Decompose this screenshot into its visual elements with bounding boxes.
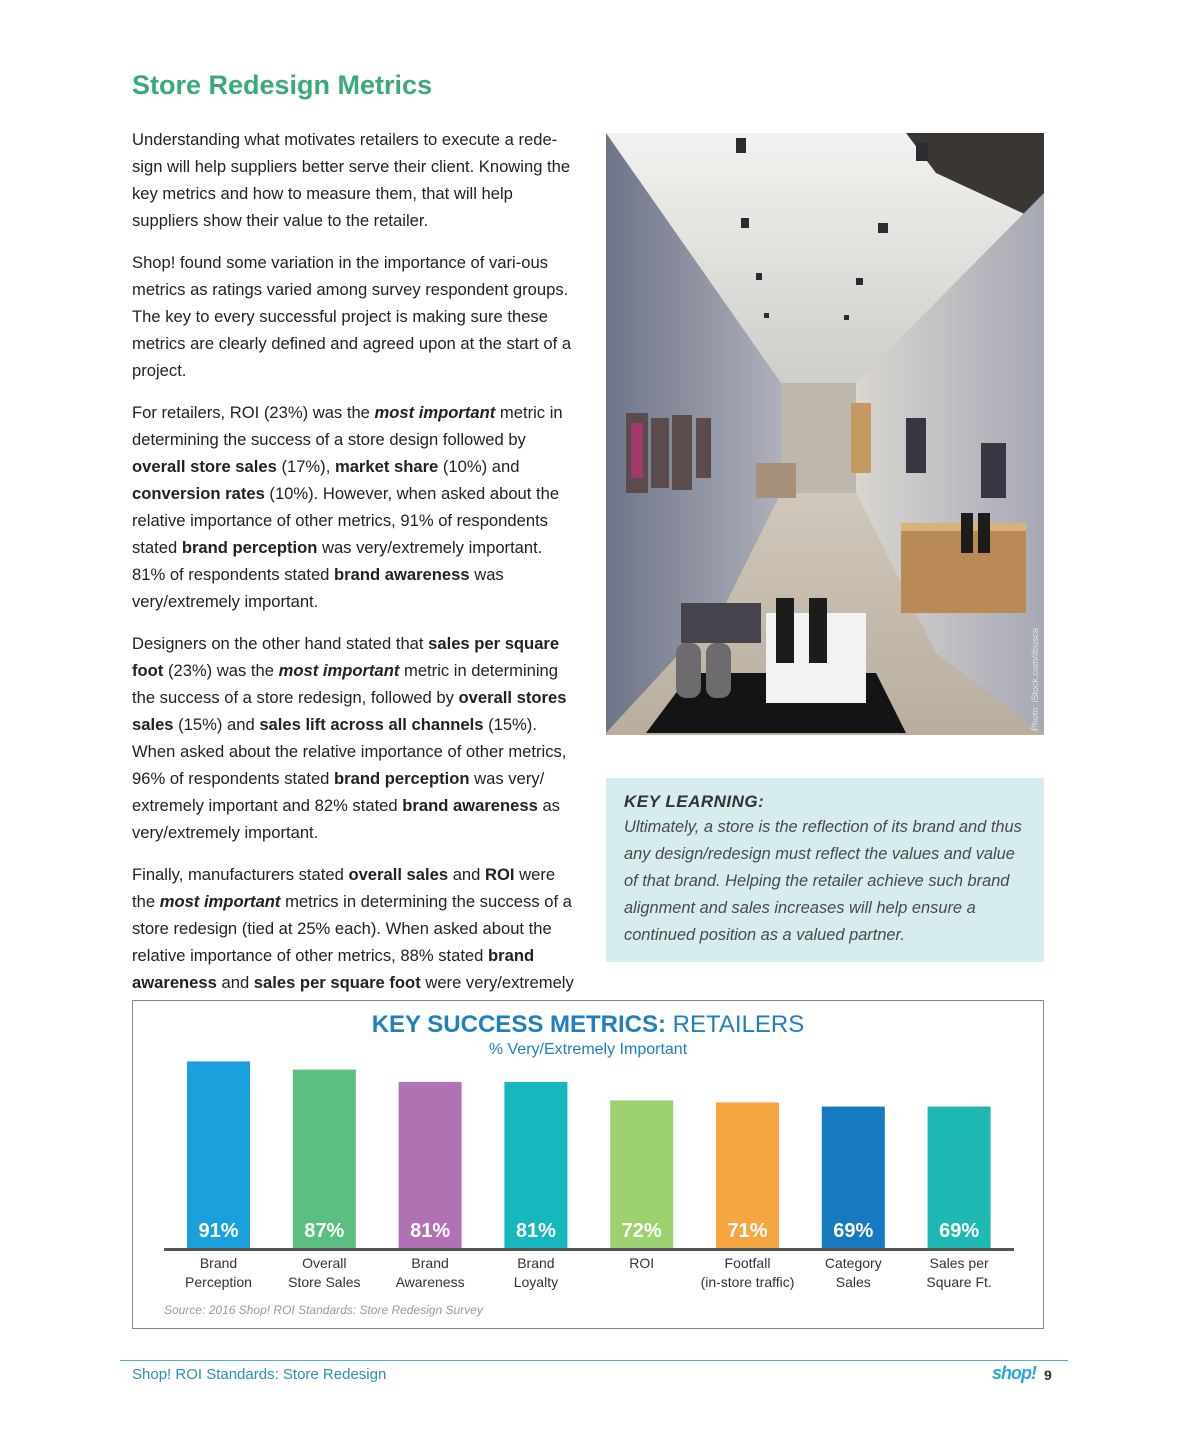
text-run: was very/ extremely important and 82% stated (132, 769, 545, 815)
chart-title-rest: RETAILERS (666, 1011, 805, 1038)
text-run: For retailers, ROI (23%) was the (132, 403, 375, 422)
footer-publication-title: Shop! ROI Standards: Store Redesign (132, 1366, 387, 1383)
text-run: metric in determining the success of a store redesign, followed by (132, 661, 559, 707)
category-label: Brand (517, 1255, 555, 1271)
body-paragraph-3 (132, 399, 580, 615)
category-label: Overall (302, 1255, 347, 1271)
text-run: (15%). When asked about the relative importance of other metrics, 96% of respondents stated (132, 715, 567, 788)
key-learning-title: KEY LEARNING: (624, 792, 765, 811)
bold-phrase: sales lift across all channels (259, 715, 484, 734)
bar-value-label: 91% (198, 1220, 239, 1242)
key-success-metrics-chart (132, 1000, 1044, 1329)
text-run: was very/extremely important. (132, 565, 504, 611)
category-label: Sales (835, 1274, 871, 1290)
bold-phrase: sales per square foot (253, 973, 421, 992)
bar-value-label: 87% (304, 1220, 345, 1242)
bold-phrase: brand awareness (132, 946, 535, 992)
page-number: 9 (1044, 1367, 1052, 1383)
body-paragraph-2 (132, 249, 580, 384)
emphasis-phrase: most important (374, 403, 496, 422)
category-label: Brand (411, 1255, 449, 1271)
bold-phrase: market share (334, 457, 439, 476)
text-run: were the (132, 865, 556, 911)
text-run: as very/extremely important. (132, 796, 560, 842)
key-learning-box (606, 778, 1044, 962)
text-run: (15%) and (173, 715, 260, 734)
category-label: Category (824, 1255, 882, 1271)
bar-value-label: 81% (515, 1220, 556, 1242)
bold-phrase: brand perception (334, 769, 470, 788)
text-run: Shop! found some variation in the importance of vari-ous metrics as ratings varied among survey respondent groups. The key to every successful project is making sure these metrics are clearly defined and agreed upon at the start of a project. (132, 253, 572, 380)
shop-logo: shop! (992, 1363, 1036, 1383)
text-run: was very/extremely important. 81% of respondents stated (132, 538, 543, 584)
category-label: Loyalty (513, 1274, 559, 1290)
text-run: and (448, 865, 485, 884)
category-label: Square Ft. (926, 1274, 992, 1290)
chart-subtitle: % Very/Extremely Important (488, 1041, 688, 1058)
text-run: (10%) and (438, 457, 520, 476)
text-run: metric in determining the success of a store design followed by (132, 403, 563, 449)
body-column (132, 126, 580, 1038)
text-run: (10%). However, when asked about the relative importance of other metrics, 91% of respondents stated (132, 484, 560, 557)
text-run: (17%), (276, 457, 335, 476)
x-axis-baseline (164, 1248, 1014, 1251)
bar-value-label: 69% (833, 1220, 874, 1242)
category-label: ROI (629, 1255, 655, 1271)
category-label: Brand (199, 1255, 238, 1271)
category-label: Awareness (395, 1274, 465, 1290)
bar-value-label: 81% (410, 1220, 451, 1242)
bold-phrase: overall store sales (132, 457, 277, 476)
text-run: (23%) was the (163, 661, 279, 680)
photo-credit: Photo: iStock.com/ilbusca (1030, 627, 1040, 731)
bar-chart-plot (133, 1001, 1043, 1328)
chart-title-bold: KEY SUCCESS METRICS: (371, 1011, 666, 1038)
bar-value-label: 72% (621, 1220, 662, 1242)
category-label: (in-store traffic) (700, 1274, 795, 1290)
bold-phrase: overall sales (348, 865, 449, 884)
text-run: metrics in determining the success of a store redesign (tied at 25% each). When asked about the relative importance of other metrics, 88% stated (132, 892, 572, 965)
category-label: Sales per (929, 1255, 989, 1271)
text-run: Finally, manufacturers stated (132, 865, 349, 884)
bar-value-label: 71% (727, 1220, 768, 1242)
bold-phrase: brand awareness (402, 796, 538, 815)
bar-value-label: 69% (939, 1220, 980, 1242)
emphasis-phrase: most important (278, 661, 400, 680)
bold-phrase: ROI (485, 865, 515, 884)
footer-divider (120, 1360, 1068, 1361)
text-run: and (216, 973, 254, 992)
bold-phrase: conversion rates (132, 484, 265, 503)
category-label: Perception (185, 1274, 252, 1290)
store-interior-photo (606, 133, 1044, 735)
text-run: Understanding what motivates retailers to execute a rede-sign will help suppliers better serve their client. Knowing the key metrics and how to measure them, that will help suppliers show their value to the retailer. (132, 130, 571, 230)
emphasis-phrase: most important (159, 892, 281, 911)
store-interior-illustration (606, 133, 1044, 735)
page-title: Store Redesign Metrics (132, 70, 433, 100)
body-paragraph-4 (132, 630, 580, 846)
category-label: Store Sales (288, 1274, 361, 1290)
body-paragraph-5 (132, 861, 580, 1023)
chart-source: Source: 2016 Shop! ROI Standards: Store Redesign Survey (164, 1303, 483, 1317)
category-label: Footfall (724, 1255, 771, 1271)
bold-phrase: overall stores sales (132, 688, 567, 734)
body-paragraph-1 (132, 126, 580, 234)
text-run: were very/extremely (425, 973, 574, 992)
text-run: Designers on the other hand stated that (132, 634, 429, 653)
bold-phrase: sales per square foot (132, 634, 560, 680)
key-learning-text: Ultimately, a store is the reflection of its brand and thus any design/redesign must reflect the values and value of that brand. Helping the retailer achieve such brand alignment and sales increases will help ensure a continued position as a valued partner. (624, 818, 1022, 944)
bold-phrase: brand perception (181, 538, 318, 557)
bold-phrase: brand awareness (334, 565, 470, 584)
